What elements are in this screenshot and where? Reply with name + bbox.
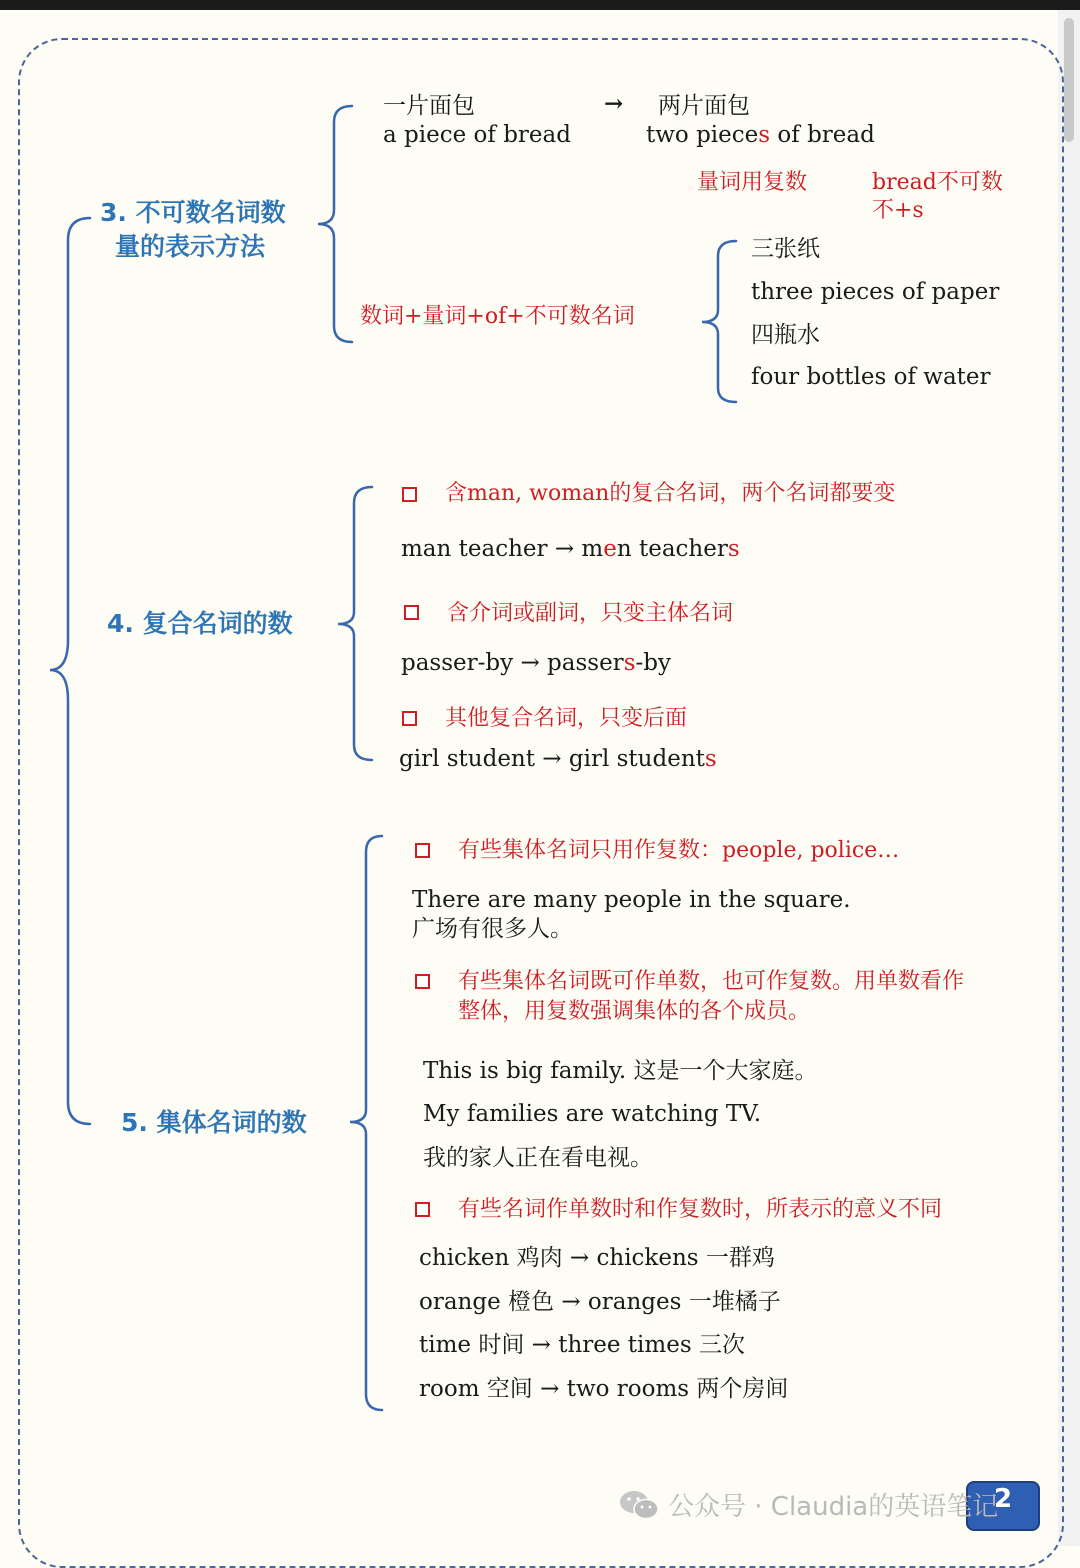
s3-ex1-cn-plural: 两片面包 xyxy=(658,93,750,119)
s3-heading-line2: 量的表示方法 xyxy=(115,232,266,261)
s5-rule-2-line2: 整体，用复数强调集体的各个成员。 xyxy=(458,999,811,1024)
s5-example-1-cn: 广场有很多人。 xyxy=(412,916,573,942)
page-number: 2 xyxy=(993,1484,1013,1514)
s5-rule-3: 有些名词作单数时和作复数时，所表示的意义不同 xyxy=(458,1197,943,1222)
s4-rule-1: 含man, woman的复合名词，两个名词都要变 xyxy=(445,481,896,506)
s5-example-1-en: There are many people in the square. xyxy=(412,887,851,913)
checkbox-square-icon xyxy=(404,605,419,620)
s5-example-2-line2: My families are watching TV. xyxy=(423,1101,762,1127)
checkbox-square-icon xyxy=(415,974,430,989)
s4-heading: 4. 复合名词的数 xyxy=(107,609,293,638)
wechat-icon xyxy=(618,1488,660,1522)
s3-heading-line1: 3. 不可数名词数 xyxy=(100,198,286,227)
s4-example-1: man teacher → men teachers xyxy=(401,536,740,562)
s5-rule-2-line1: 有些集体名词既可作单数，也可作复数。用单数看作 xyxy=(458,969,965,994)
brace-s3-sub xyxy=(702,241,736,402)
s3-ex1-en-plural: two pieces of bread xyxy=(646,122,875,148)
s4-rule-3: 其他复合名词，只变后面 xyxy=(445,706,688,731)
s5-rule-1: 有些集体名词只用作复数：people, police… xyxy=(458,838,900,863)
s5-example-2-line1: This is big family. 这是一个大家庭。 xyxy=(423,1058,818,1084)
checkbox-square-icon xyxy=(415,843,430,858)
checkbox-square-icon xyxy=(402,487,417,502)
s3-formula: 数词+量词+of+不可数名词 xyxy=(360,304,635,329)
s3-example-2: three pieces of paper xyxy=(751,279,1000,305)
s3-note-quantifier: 量词用复数 xyxy=(697,170,808,195)
s3-example-1: 三张纸 xyxy=(751,236,820,262)
brace-s5 xyxy=(350,836,382,1410)
s3-example-4: four bottles of water xyxy=(751,364,991,390)
checkbox-square-icon xyxy=(402,711,417,726)
s5-pair-1: chicken 鸡肉 → chickens 一群鸡 xyxy=(419,1245,775,1271)
s3-example-3: 四瓶水 xyxy=(751,322,820,348)
watermark: 公众号 · Claudia的英语笔记 xyxy=(668,1492,999,1522)
s3-note-bread-2: 不+s xyxy=(872,198,924,223)
brace-s4 xyxy=(338,487,372,760)
s4-rule-2: 含介词或副词，只变主体名词 xyxy=(447,601,734,626)
s4-example-2: passer-by → passers-by xyxy=(401,650,671,676)
s3-ex1-cn-singular: 一片面包 xyxy=(383,93,475,119)
s3-ex1-en-singular: a piece of bread xyxy=(383,122,571,148)
arrow-icon: → xyxy=(604,90,624,117)
s5-pair-3: time 时间 → three times 三次 xyxy=(419,1332,745,1358)
s5-pair-4: room 空间 → two rooms 两个房间 xyxy=(419,1376,789,1402)
s4-example-3: girl student → girl students xyxy=(399,746,717,772)
brace-s3 xyxy=(318,106,352,342)
s3-note-bread-1: bread不可数 xyxy=(872,170,1003,195)
s5-example-2-line3: 我的家人正在看电视。 xyxy=(423,1145,653,1171)
s5-heading: 5. 集体名词的数 xyxy=(121,1108,307,1137)
checkbox-square-icon xyxy=(415,1202,430,1217)
s5-pair-2: orange 橙色 → oranges 一堆橘子 xyxy=(419,1289,781,1315)
main-brace xyxy=(50,218,90,1124)
